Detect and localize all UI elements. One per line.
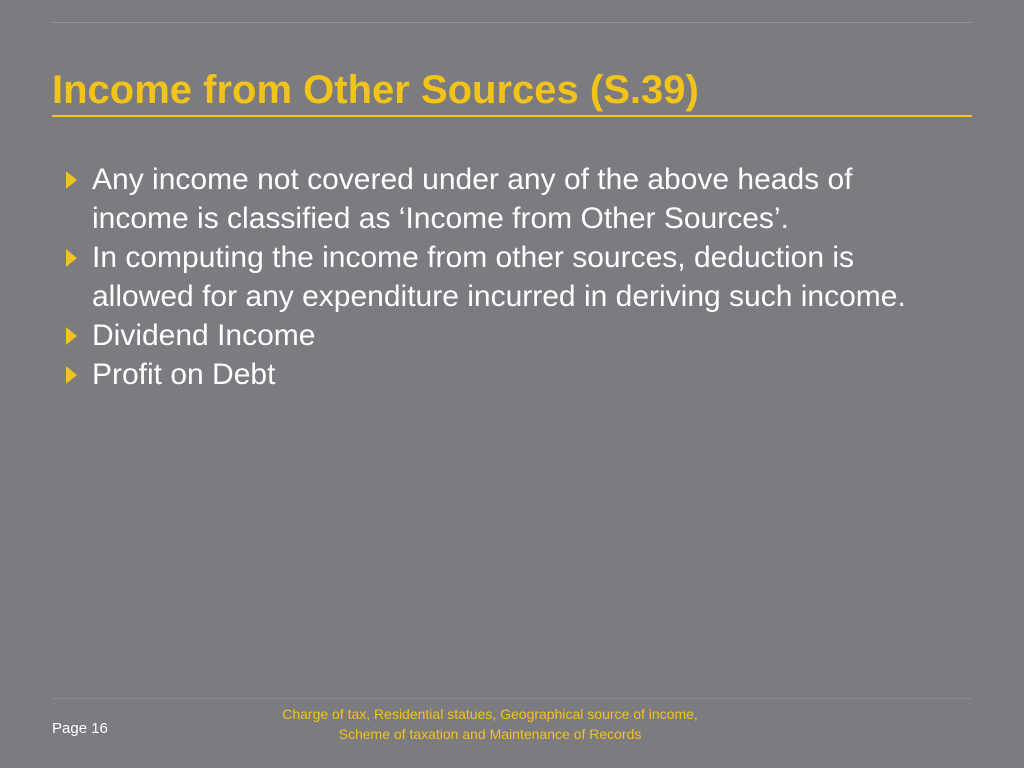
footer-divider [52, 698, 972, 699]
bullet-item [62, 238, 942, 316]
bullet-text: Any income not covered under any of the above heads of income is classified as ‘Income from Other Sources’. [92, 163, 853, 235]
title-underline [52, 115, 972, 117]
triangle-right-icon [66, 366, 77, 384]
triangle-right-icon [66, 171, 77, 189]
top-divider [52, 22, 972, 23]
bullet-text: Profit on Debt [92, 358, 276, 391]
bullet-item [62, 316, 942, 355]
footer-caption [230, 704, 750, 744]
triangle-right-icon [66, 249, 77, 267]
bullet-item [62, 160, 942, 238]
bullet-item [62, 355, 942, 394]
slide-title: Income from Other Sources (S.39) [52, 68, 699, 112]
bullet-list [62, 160, 942, 394]
footer-caption-line-2: Scheme of taxation and Maintenance of Records [338, 726, 642, 742]
bullet-text: Dividend Income [92, 319, 316, 352]
footer-caption-line-1: Charge of tax, Residential statues, Geographical source of income, [282, 706, 698, 722]
bullet-text: In computing the income from other sources, deduction is allowed for any expenditure incurred in deriving such income. [92, 241, 906, 313]
page-number: Page 16 [52, 720, 108, 737]
triangle-right-icon [66, 327, 77, 345]
